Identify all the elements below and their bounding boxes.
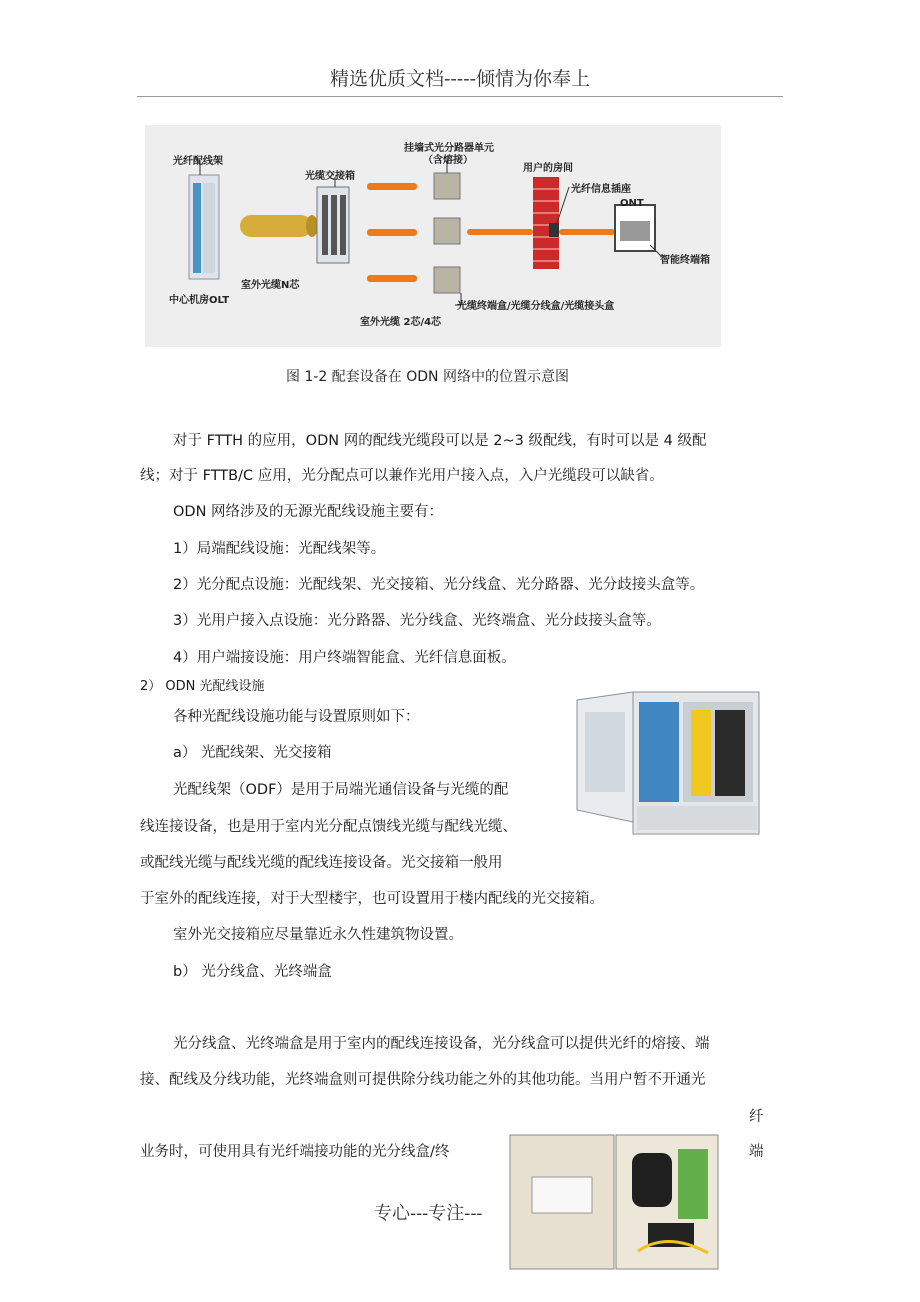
paragraph-odf-line1: 光配线架（ODF）是用于局端光通信设备与光缆的配: [173, 782, 509, 798]
label-splitter-unit: 挂墙式光分路器单元: [404, 143, 494, 154]
header-divider: [137, 96, 783, 97]
label-user-room: 用户的房间: [523, 163, 573, 174]
page-header-title: 精选优质文档-----倾情为你奉上: [329, 68, 591, 90]
paragraph-odf-line4: 于室外的配线连接，对于大型楼宇，也可设置用于楼内配线的光交接箱。: [140, 891, 604, 907]
list-item-3: 3）光用户接入点设施：光分路器、光分线盒、光终端盒、光分歧接头盒等。: [173, 613, 661, 629]
subheading-b: b） 光分线盒、光终端盒: [173, 964, 332, 980]
figure-caption: 图 1-2 配套设备在 ODN 网络中的位置示意图: [286, 369, 569, 385]
page-footer: 专心---专注---: [374, 1203, 483, 1224]
label-splitter-unit-sub: （含熔接）: [423, 155, 473, 166]
ont-device-image: [615, 205, 661, 256]
paragraph-box-char2: 端: [749, 1144, 764, 1160]
odf-rack-image: [189, 160, 219, 279]
paragraph-box-line1: 光分线盒、光终端盒是用于室内的配线连接设备，光分线盒可以提供光纤的熔接、端: [173, 1036, 710, 1052]
terminal-box-photo: [508, 1131, 720, 1271]
paragraph-outdoor: 室外光交接箱应尽量靠近永久性建筑物设置。: [173, 927, 463, 943]
cross-box-image: [317, 177, 349, 263]
paragraph-ftth-line1: 对于 FTTH 的应用，ODN 网的配线光缆段可以是 2~3 级配线，有时可以是 4 级配: [173, 433, 707, 449]
section-heading-odn: 2） ODN 光配线设施: [140, 679, 265, 694]
paragraph-intro: 各种光配线设施功能与设置原则如下：: [173, 709, 420, 725]
paragraph-odn-facilities: ODN 网络涉及的无源光配线设施主要有：: [173, 504, 444, 520]
odf-cabinet-photo: [573, 688, 763, 838]
label-smart-terminal: 智能终端箱: [660, 255, 710, 266]
list-item-4: 4）用户端接设施：用户终端智能盒、光纤信息面板。: [173, 650, 516, 666]
label-ont: ONT: [620, 198, 644, 209]
label-fiber-socket: 光纤信息插座: [571, 184, 631, 195]
paragraph-box-char1: 纤: [749, 1109, 764, 1125]
paragraph-odf-line2: 线连接设备，也是用于室内光分配点馈线光缆与配线光缆、: [140, 819, 517, 835]
outdoor-cable-image: [240, 215, 318, 237]
paragraph-ftth-line2: 线；对于 FTTB/C 应用，光分配点可以兼作光用户接入点，入户光缆段可以缺省。: [140, 468, 664, 484]
label-box-types: 光缆终端盒/光缆分线盒/光缆接头盒: [457, 301, 615, 312]
subheading-a: a） 光配线架、光交接箱: [173, 745, 332, 761]
label-cross-box: 光缆交接箱: [305, 171, 355, 182]
label-outdoor-cable-n: 室外光缆N芯: [241, 280, 300, 291]
list-item-1: 1）局端配线设施：光配线架等。: [173, 541, 386, 557]
list-item-2: 2）光分配点设施：光配线架、光交接箱、光分线盒、光分路器、光分歧接头盒等。: [173, 577, 705, 593]
paragraph-odf-line3: 或配线光缆与配线光缆的配线连接设备。光交接箱一般用: [140, 855, 503, 871]
label-odf-rack: 光纤配线架: [173, 156, 223, 167]
label-outdoor-cable-2-4: 室外光缆 2芯/4芯: [360, 317, 442, 328]
paragraph-box-line2: 接、配线及分线功能，光终端盒则可提供除分线功能之外的其他功能。当用户暂不开通光: [140, 1072, 706, 1088]
label-central-office: 中心机房OLT: [169, 295, 230, 306]
paragraph-box-line3: 业务时，可使用具有光纤端接功能的光分线盒/终: [140, 1144, 450, 1160]
